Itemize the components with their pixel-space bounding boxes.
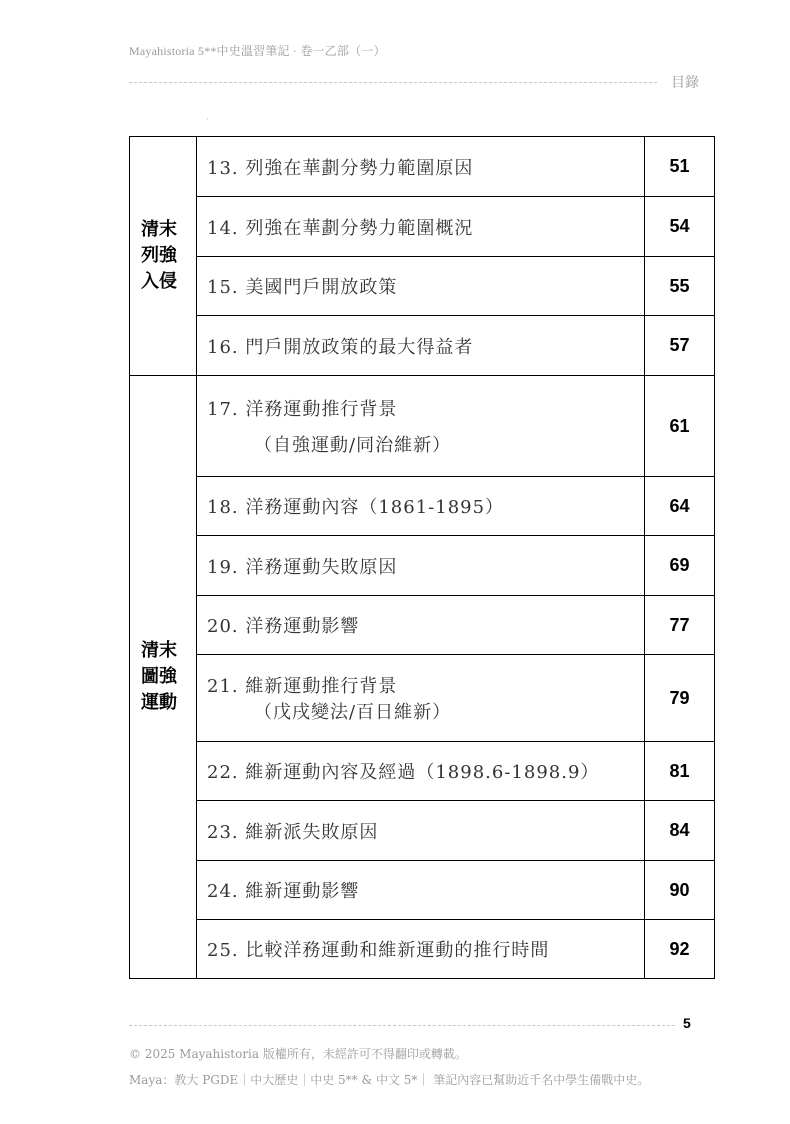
toc-row[interactable]	[197, 137, 714, 196]
toc-entry-title: 14. 列強在華劃分勢力範圍概況	[207, 217, 474, 239]
toc-page-number: 61	[669, 415, 690, 436]
toc-page-number: 64	[669, 495, 690, 516]
toc-page-number: 81	[669, 760, 690, 781]
footer-rule	[129, 1025, 675, 1026]
toc-row[interactable]	[197, 476, 714, 535]
toc-entry-title: 24. 維新運動影響	[207, 881, 360, 902]
toc-row[interactable]	[197, 196, 714, 256]
toc-entry-subtitle: （戊戌變法/百日維新）	[254, 702, 452, 723]
group-label	[141, 217, 185, 295]
group-label	[141, 638, 185, 716]
toc-page-number: 90	[669, 879, 690, 900]
toc-page-number: 54	[669, 216, 690, 236]
toc-entry-title: 25. 比較洋務運動和維新運動的推行時間	[207, 940, 550, 961]
group-label-line: 入侵	[141, 271, 177, 292]
group-label-cell	[130, 137, 197, 375]
toc-row[interactable]	[197, 315, 714, 375]
toc-page-number: 77	[669, 614, 690, 635]
toc-entry-title: 21. 維新運動推行背景	[207, 676, 398, 697]
toc-entry-title: 15. 美國門戶開放政策	[207, 277, 398, 298]
toc-table	[129, 136, 715, 979]
group-label-cell	[130, 376, 197, 978]
toc-row[interactable]	[197, 919, 714, 978]
header-mark: ·	[206, 115, 209, 124]
toc-entry-title: 19. 洋務運動失敗原因	[207, 556, 398, 578]
toc-page-number: 92	[669, 938, 690, 959]
toc-page-number: 51	[669, 156, 690, 176]
toc-page-number: 84	[669, 820, 690, 840]
toc-row[interactable]	[197, 256, 714, 315]
header-title: Mayahistoria 5**中史溫習筆記 · 卷一乙部（一）	[129, 44, 386, 58]
footer-page-number: 5	[683, 1015, 691, 1031]
group-label-line: 清末	[141, 640, 177, 661]
toc-entry-title: 16. 門戶開放政策的最大得益者	[207, 336, 474, 358]
toc-group-qing-reform	[130, 375, 714, 978]
toc-entry-title: 18. 洋務運動內容（1861-1895）	[207, 497, 505, 518]
toc-entry-title: 20. 洋務運動影響	[207, 616, 360, 637]
group-label-line: 列強	[141, 245, 177, 266]
toc-group-qing-invasion	[130, 137, 714, 375]
footer-credits: Maya：教大 PGDE｜中大歷史｜中史 5** & 中文 5*｜ 筆記內容已幫助近千名中學生備戰中史。	[129, 1073, 650, 1087]
toc-row[interactable]	[197, 654, 714, 741]
group-label-line: 圖強	[141, 666, 177, 687]
header-rule	[129, 82, 657, 83]
toc-row[interactable]	[197, 595, 714, 654]
toc-row[interactable]	[197, 741, 714, 800]
toc-row[interactable]	[197, 800, 714, 860]
toc-page-number: 55	[669, 275, 690, 296]
toc-page-number: 69	[669, 555, 690, 575]
group-label-line: 運動	[141, 692, 177, 713]
toc-entry-subtitle: （自強運動/同治維新）	[254, 435, 452, 456]
toc-row[interactable]	[197, 535, 714, 595]
toc-row[interactable]	[197, 376, 714, 476]
group-label-line: 清末	[141, 219, 177, 240]
toc-page-number: 79	[669, 687, 690, 708]
toc-page-number: 57	[669, 335, 690, 355]
header-section-label: 目錄	[671, 75, 699, 91]
toc-entry-title: 17. 洋務運動推行背景	[207, 399, 398, 420]
toc-row[interactable]	[197, 860, 714, 919]
toc-entry-title: 23. 維新派失敗原因	[207, 821, 379, 843]
footer-copyright: © 2025 Mayahistoria 版權所有，未經許可不得翻印或轉載。	[129, 1047, 467, 1061]
toc-entry-title: 22. 維新運動內容及經過（1898.6-1898.9）	[207, 762, 600, 783]
toc-entry-title: 13. 列強在華劃分勢力範圍原因	[207, 157, 474, 179]
